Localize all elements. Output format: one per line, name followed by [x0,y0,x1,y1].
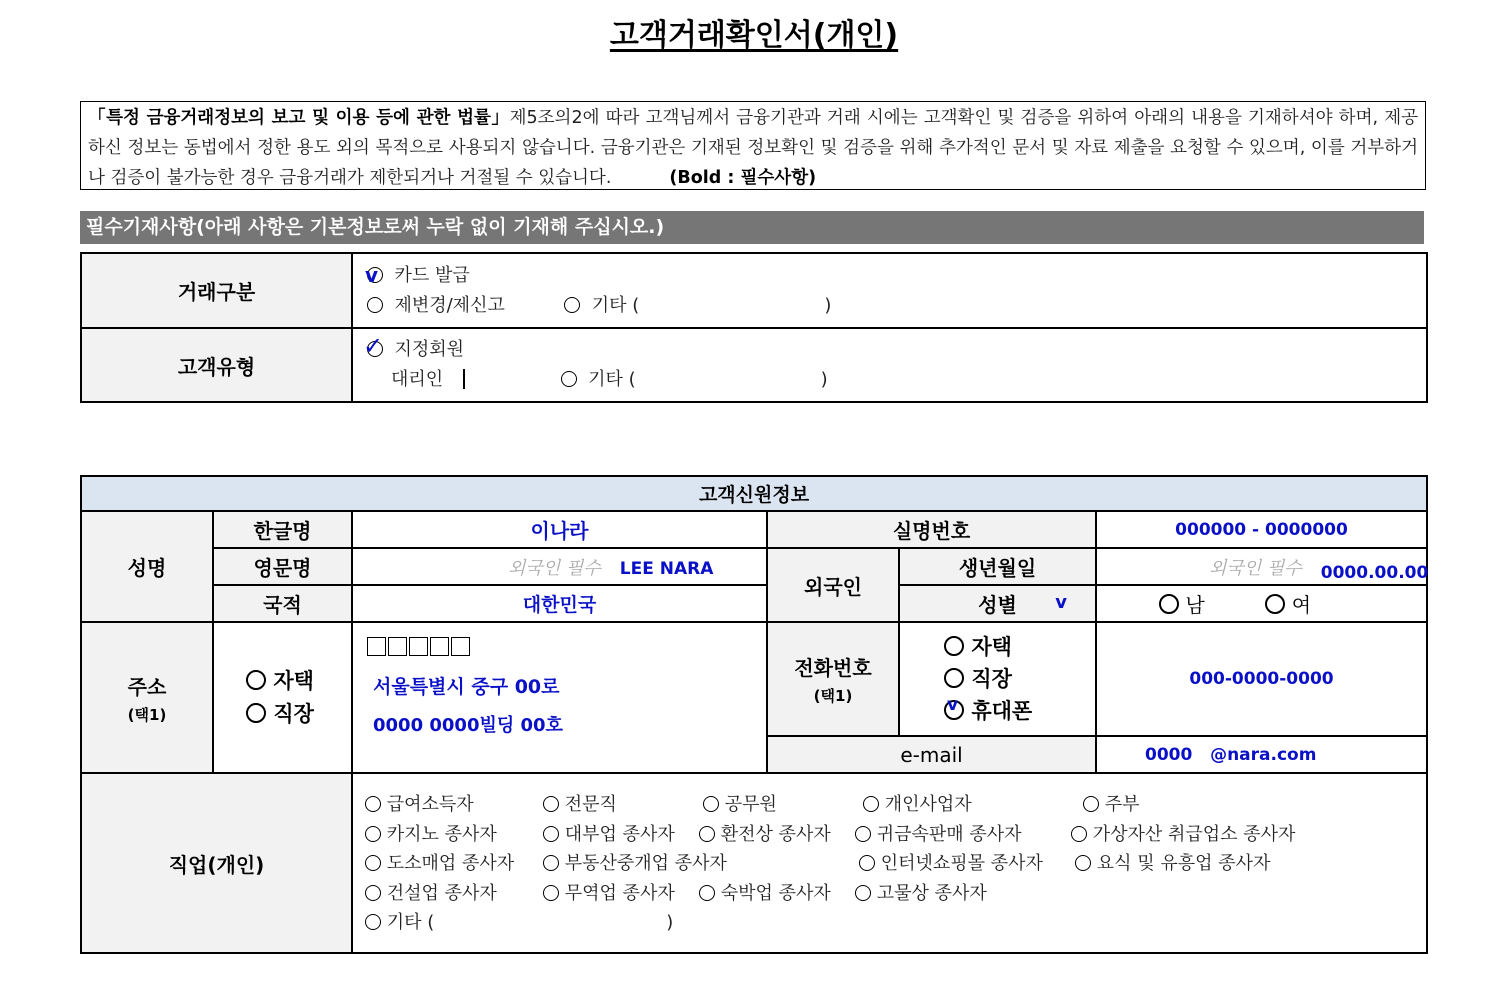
radio-occupation-secondhand[interactable] [855,885,871,901]
radio-occupation-professional[interactable] [543,796,559,812]
address-line1: 서울특별시 중구 00로 [373,676,560,698]
radio-transaction-other[interactable] [564,297,580,313]
occupation-jewelry: 귀금속판매 종사자 [876,823,1022,845]
address-label: 주소 [127,674,167,699]
required-section-header: 필수기재사항(아래 사항은 기본정보로써 누락 없이 기재해 주십시오.) [80,211,1424,244]
check-mark-icon: ✓ [363,332,384,360]
occupation-real-estate: 부동산중개업 종사자 [564,853,727,875]
radio-occupation-salaried[interactable] [365,796,381,812]
gender-male: 남 [1185,593,1205,617]
occupation-other-close: ) [666,912,674,934]
email-value[interactable]: 0000 @nara.com [1096,736,1427,773]
occupation-civil-servant: 공무원 [724,794,777,816]
option-agent: 대리인 [391,369,444,390]
english-name-value: LEE NARA [619,558,714,579]
address-sub: (택1) [127,705,167,724]
radio-occupation-casino[interactable] [365,826,381,842]
phone-type-options [899,622,1096,736]
radio-address-work[interactable] [246,703,266,723]
foreigner-label: 외국인 [767,548,899,622]
radio-occupation-construction[interactable] [365,885,381,901]
occupation-label: 직업(개인) [81,773,352,953]
radio-male[interactable] [1159,594,1179,614]
occupation-construction: 건설업 종사자 [386,882,497,904]
radio-occupation-online-mall[interactable] [859,855,875,871]
option-transaction-other: 기타 ( [591,294,640,316]
identity-table [80,475,1428,954]
address-line2: 0000 0000빌딩 00호 [373,715,563,736]
occupation-homemaker: 주부 [1104,794,1140,816]
address-label-cell [81,622,213,773]
radio-occupation-lending[interactable] [543,826,559,842]
radio-female[interactable] [1265,594,1285,614]
occupation-entertainment: 요식 및 유흥업 종사자 [1096,853,1271,875]
english-name-label: 영문명 [213,548,352,585]
radio-occupation-retail[interactable] [365,855,381,871]
check-mark-icon: v [947,695,959,715]
english-name-field[interactable] [352,548,767,585]
phone-label-cell [767,622,899,736]
option-designated-member: 지정회원 [394,339,465,360]
notice-text: 제5조의2에 따라 고객님께서 금융기관과 거래 시에는 고객확인 및 검증을 위하여 아래의 내용을 기재하셔야 하며, 제공하신 정보는 동법에서 정한 용도 외의 목적으로 사용되지 않습니다. 금융기관은 기재된 정보확인 및 검증을 위해 추가적인 문서 및 자료 제출을 요청할 수 있으며, 이를 거부하거나 검증이 불가능한 경우 금융거래가 제한되거나 거절될 수 있습니다. [88,108,1419,188]
birth-date-label: 생년월일 [899,548,1096,585]
radio-occupation-lodging[interactable] [699,885,715,901]
customer-type-options [352,328,1427,402]
customer-other-close: ) [820,369,828,390]
radio-occupation-real-estate[interactable] [543,855,559,871]
occupation-crypto: 가상자산 취급업소 종사자 [1092,823,1296,845]
radio-occupation-jewelry[interactable] [855,826,871,842]
phone-label: 전화번호 [794,656,872,680]
email-label: e-mail [767,736,1096,773]
korean-name-label: 한글명 [213,511,352,548]
phone-mobile: 휴대폰 [971,699,1033,723]
id-number-value[interactable]: 000000 - 0000000 [1096,511,1427,548]
radio-occupation-crypto[interactable] [1071,826,1087,842]
occupation-secondhand: 고물상 종사자 [876,882,987,904]
occupation-retail: 도소매업 종사자 [386,853,515,875]
transaction-type-label: 거래구분 [81,253,352,328]
gender-mark: v [1055,592,1067,613]
nationality-label: 국적 [213,585,352,622]
gender-label-cell [899,585,1096,622]
radio-occupation-exchange[interactable] [699,826,715,842]
option-customer-other: 기타 ( [588,369,636,390]
phone-work: 직장 [971,667,1012,691]
occupation-professional: 전문직 [564,794,617,816]
radio-occupation-civil-servant[interactable] [703,796,719,812]
id-number-label: 실명번호 [767,511,1096,548]
occupation-casino: 카지노 종사자 [386,823,497,845]
gender-label: 성별 [978,593,1017,617]
text-cursor [463,369,465,389]
gender-female: 여 [1291,593,1312,617]
radio-occupation-trade[interactable] [543,885,559,901]
transaction-type-options [352,253,1427,328]
radio-occupation-other[interactable] [365,914,381,930]
phone-value[interactable]: 000-0000-0000 [1096,622,1427,736]
option-card-issue: 카드 발급 [394,264,470,286]
radio-phone-home[interactable] [944,636,964,656]
birth-date-value: 0000.00.00 [1320,562,1429,583]
address-home: 자택 [273,668,314,693]
radio-address-home[interactable] [246,670,266,690]
customer-type-label: 고객유형 [81,328,352,402]
occupation-lodging: 숙박업 종사자 [720,882,831,904]
transaction-other-close: ) [824,294,832,316]
radio-change-report[interactable] [367,297,383,313]
name-label: 성명 [81,511,213,622]
occupation-trade: 무역업 종사자 [564,882,675,904]
legal-notice [80,101,1426,190]
radio-occupation-self-employed[interactable] [863,796,879,812]
option-change-report: 제변경/제신고 [394,294,505,316]
phone-home: 자택 [971,635,1012,659]
english-name-hint: 외국인 필수 [508,557,601,579]
law-name: 「특정 금융거래정보의 보고 및 이용 등에 관한 법률」 [88,108,510,128]
address-type-options [213,622,352,773]
occupation-options [352,773,1427,953]
radio-phone-work[interactable] [944,668,964,688]
occupation-other: 기타 ( [386,912,435,934]
identity-header: 고객신원정보 [81,476,1427,511]
korean-name-value[interactable]: 이나라 [352,511,767,548]
radio-occupation-entertainment[interactable] [1075,855,1091,871]
address-work: 직장 [273,701,314,726]
bold-note: (Bold : 필수사항) [669,168,817,188]
page-title: 고객거래확인서(개인) [609,18,899,53]
postal-code-boxes[interactable] [367,637,766,658]
address-field[interactable] [352,622,767,773]
radio-customer-other[interactable] [561,371,577,387]
occupation-lending: 대부업 종사자 [564,823,675,845]
nationality-value[interactable]: 대한민국 [352,585,767,622]
occupation-self-employed: 개인사업자 [884,794,972,816]
occupation-exchange: 환전상 종사자 [720,823,831,845]
birth-date-hint: 외국인 필수 [1209,557,1302,579]
required-info-table [80,252,1428,403]
occupation-salaried: 급여소득자 [386,794,474,816]
check-mark-icon: v [365,263,379,287]
radio-occupation-homemaker[interactable] [1083,796,1099,812]
gender-options [1096,585,1427,622]
phone-sub: (택1) [813,687,853,705]
occupation-online-mall: 인터넷쇼핑몰 종사자 [880,853,1043,875]
birth-date-field[interactable] [1096,548,1427,585]
